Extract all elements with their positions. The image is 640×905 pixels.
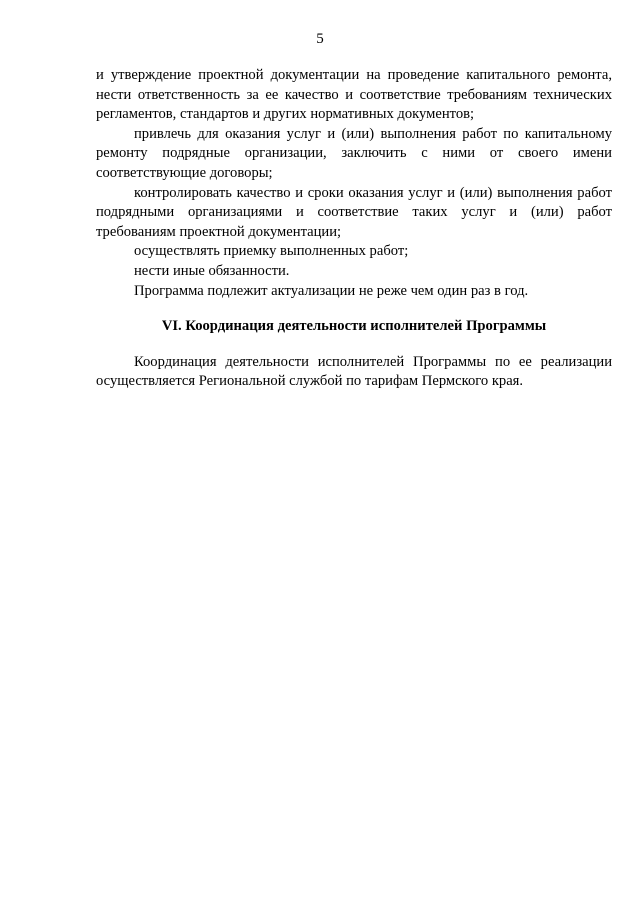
paragraph-program-update: Программа подлежит актуализации не реже чем один раз в год. <box>134 282 529 299</box>
paragraph-acceptance: осуществлять приемку выполненных работ; <box>134 243 409 260</box>
paragraph-quality-control: контролировать качество и сроки оказания услуг и (или) выполнения работ подрядными организациями и соответствие таких услуг и (или) работ требованиям проектной документации; <box>96 184 612 240</box>
page-number: 5 <box>316 31 324 47</box>
document-body <box>96 66 612 392</box>
paragraph-coordination: Координация деятельности исполнителей Программы по ее реализации осуществляется Региональной службой по тарифам Пермского края. <box>96 353 612 390</box>
section-heading: VI. Координация деятельности исполнителей Программы <box>161 318 547 335</box>
paragraph-continuation: и утверждение проектной документации на проведение капитального ремонта, нести ответственность за ее качество и соответствие требованиям технических регламентов, стандартов и других нормативных документов; <box>96 67 612 123</box>
paragraph-contractors: привлечь для оказания услуг и (или) выполнения работ по капитальному ремонту подрядные организации, заключить с ними от своего имени соответствующие договоры; <box>96 125 612 181</box>
paragraph-other-duties: нести иные обязанности. <box>134 262 290 279</box>
